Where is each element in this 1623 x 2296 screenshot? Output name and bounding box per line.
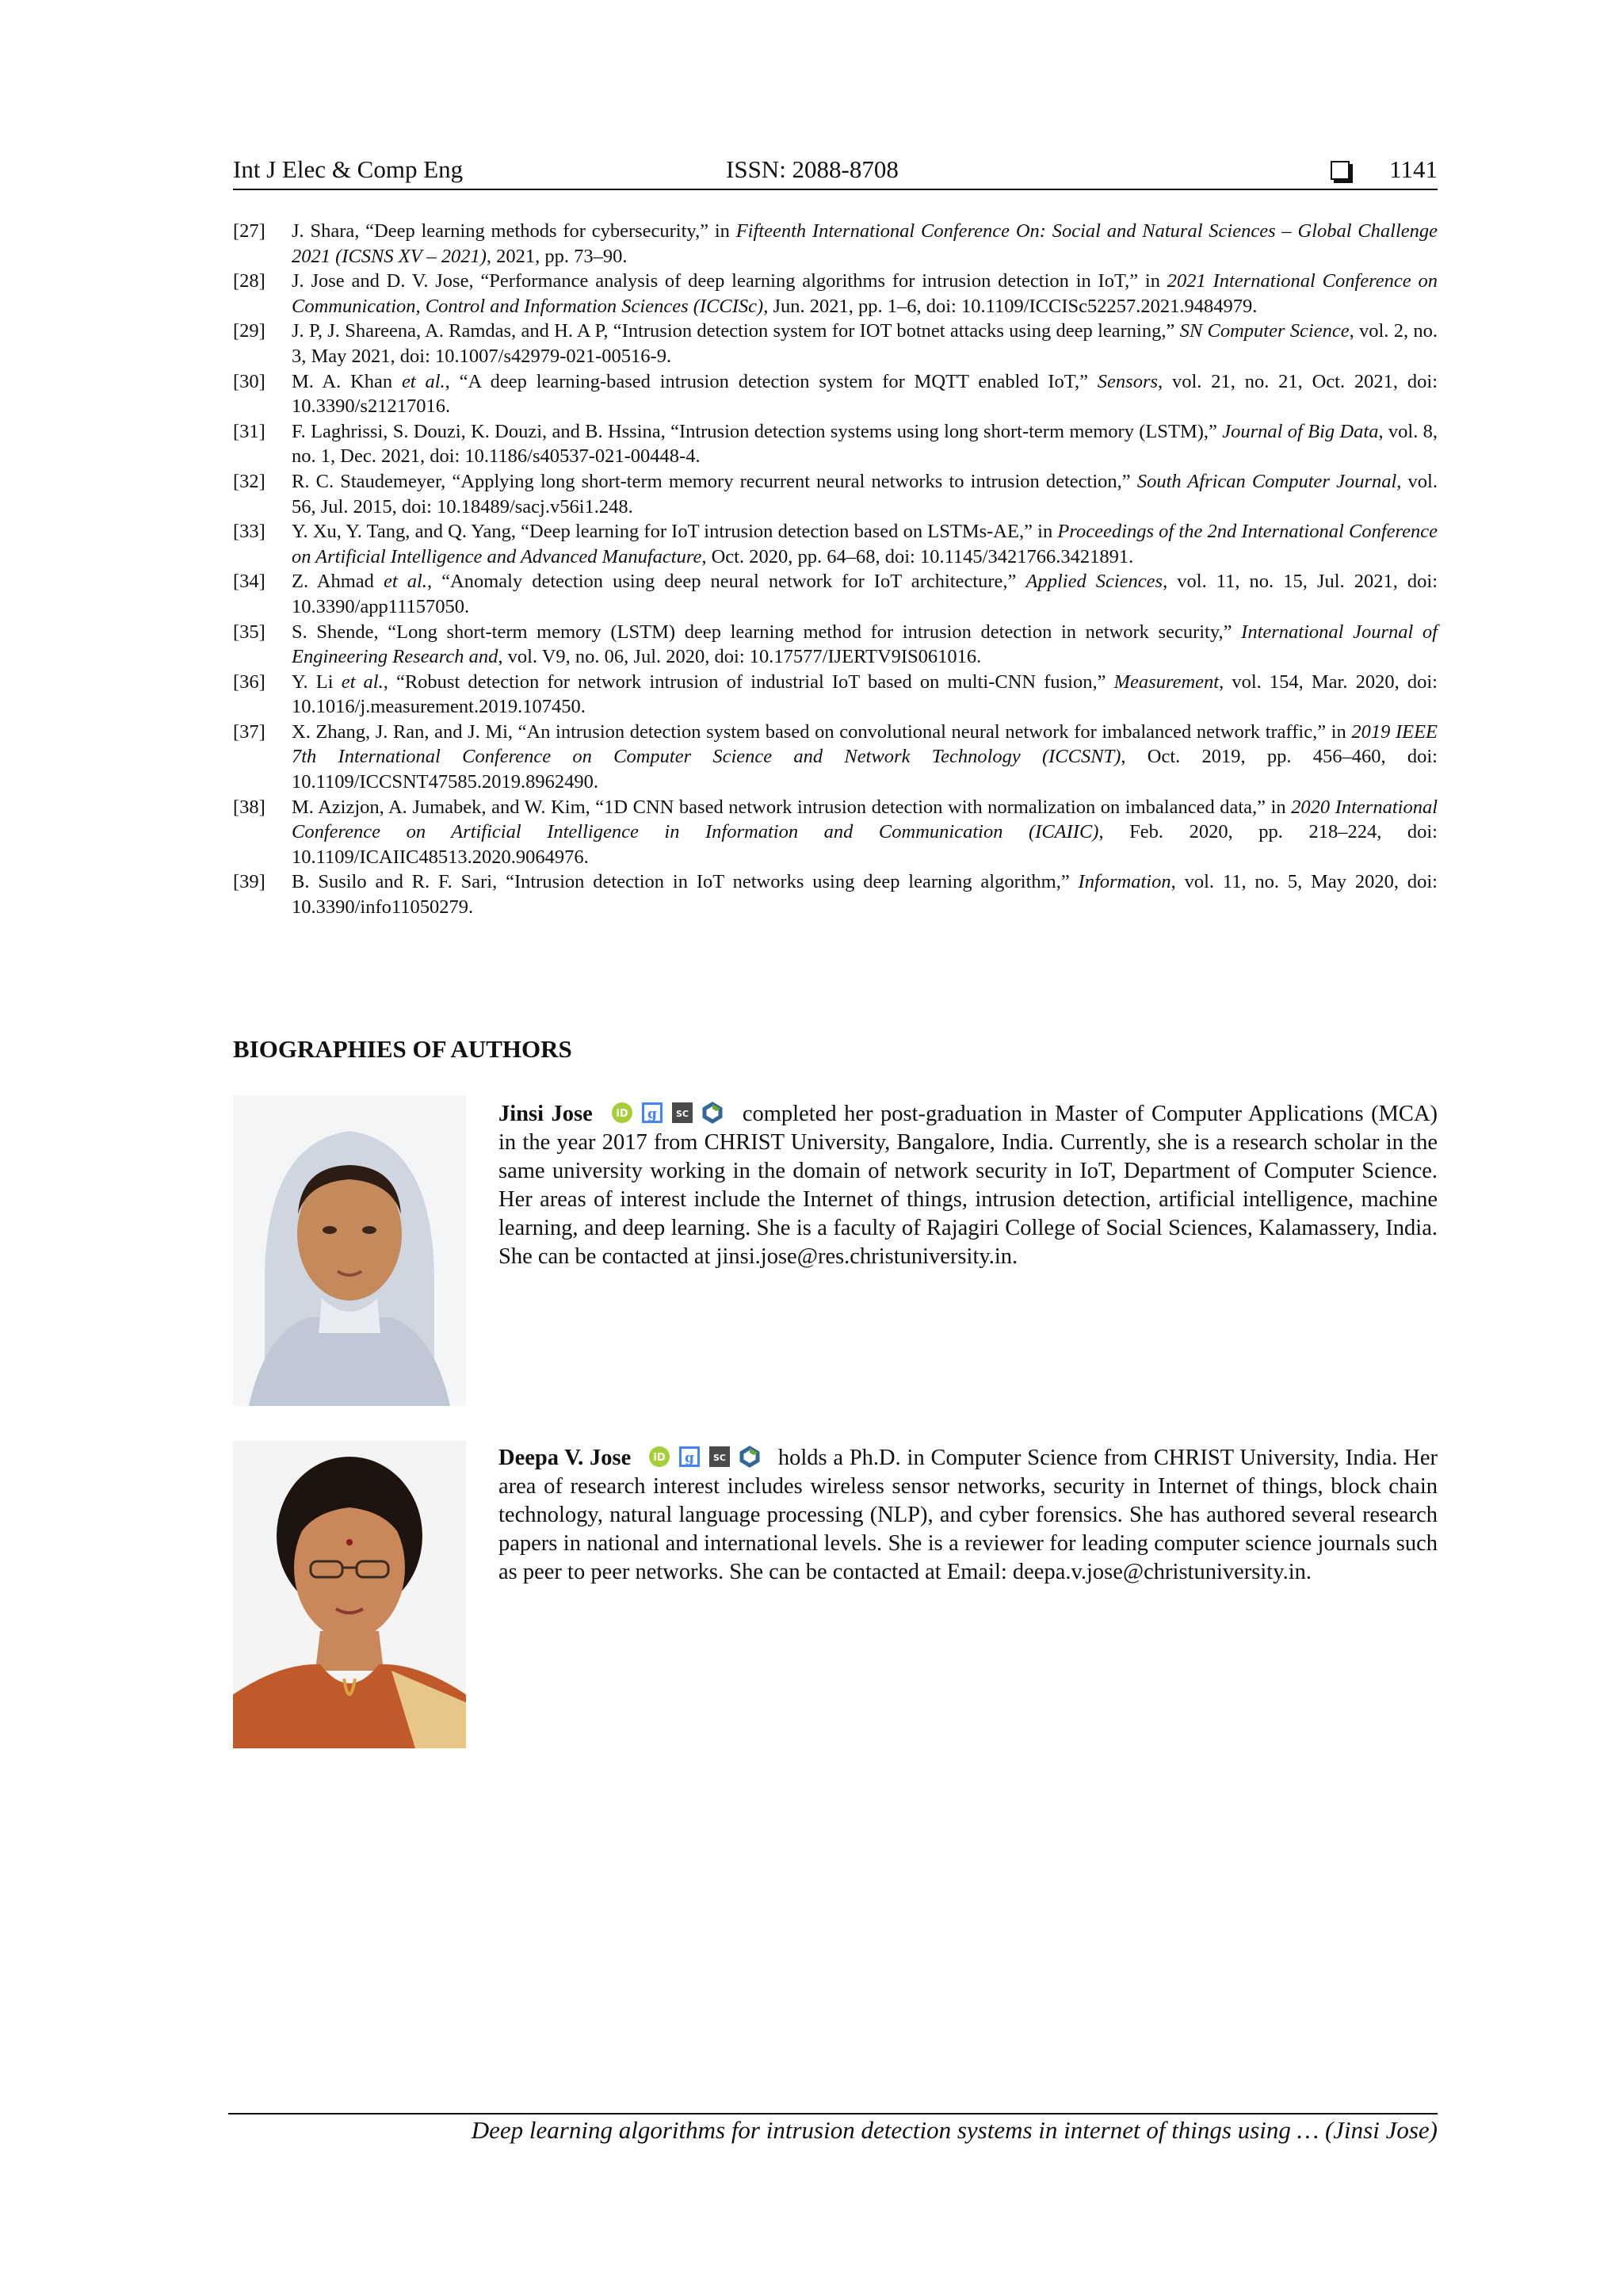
profile-badges: [611, 1102, 724, 1124]
reference-number: [27]: [233, 220, 265, 242]
page-number: 1141: [1389, 155, 1438, 183]
reference-item: [233, 670, 1438, 720]
reference-segment: X. Zhang, J. Ran, and J. Mi, “An intrusion detection system based on convolutional neural network for imbalanced network traffic,” in: [292, 720, 1352, 743]
reference-italic-segment: Applied Sciences: [1025, 571, 1163, 593]
reference-text: [292, 469, 1438, 519]
reference-item: [233, 319, 1438, 369]
reference-segment: Z. Ahmad: [292, 571, 384, 593]
reference-segment: , vol. V9, no. 06, Jul. 2020, doi: 10.17577/IJERTV9IS061016.: [498, 646, 982, 668]
google-scholar-icon[interactable]: [641, 1102, 663, 1124]
footer-rule: [228, 2113, 1438, 2115]
running-footer-title: Deep learning algorithms for intrusion detection systems in internet of things using … (Jinsi Jose): [471, 2116, 1438, 2144]
reference-text: [292, 869, 1438, 919]
reference-text: [292, 369, 1438, 419]
journal-name: Int J Elec & Comp Eng: [233, 155, 464, 183]
reference-segment: S. Shende, “Long short-term memory (LSTM) deep learning method for intrusion detection in network security,”: [292, 621, 1242, 643]
reference-italic-segment: International Journal of Engineering Research and: [292, 621, 1438, 668]
reference-segment: J. P, J. Shareena, A. Ramdas, and H. A P, “Intrusion detection system for IOT botnet attacks using deep learning,”: [292, 320, 1180, 342]
reference-item: [233, 720, 1438, 795]
reference-italic-segment: Sensors: [1097, 370, 1159, 392]
reference-text: [292, 219, 1438, 269]
reference-italic-segment: 2021 International Conference on Communication, Control and Information Sciences (ICCISc): [292, 270, 1438, 317]
google-scholar-icon[interactable]: [678, 1446, 701, 1468]
reference-segment: B. Susilo and R. F. Sari, “Intrusion detection in IoT networks using deep learning algorithm,”: [292, 871, 1079, 893]
reference-italic-segment: South African Computer Journal: [1136, 470, 1397, 492]
svg-text:SC: SC: [676, 1109, 689, 1119]
reference-segment: , 2021, pp. 73–90.: [486, 245, 628, 267]
reference-number: [31]: [233, 420, 265, 442]
reference-number: [33]: [233, 521, 265, 543]
reference-number: [36]: [233, 670, 265, 693]
reference-text: [292, 569, 1438, 619]
running-header: [233, 155, 1438, 192]
reference-segment: , vol. 2, no. 3, May 2021, doi: 10.1007/s42979-021-00516-9.: [292, 320, 1438, 367]
reference-italic-segment: Proceedings of the 2nd International Conference on Artificial Intelligence and Advanced Manufacture: [292, 521, 1438, 567]
author-bio-text: completed her post-graduation in Master of Computer Applications (MCA) in the year 2017 from CHRIST University, Bangalore, India. Currently, she is a research scholar in the same university working in the domain of network security in IoT, Department of Computer Science. Her areas of interest include the Internet of things, intrusion detection, artificial intelligence, machine learning, and deep learning. She is a faculty of Rajagiri College of Social Sciences, Kalamassery, India. She can be contacted at jinsi.jose@res.christuniversity.in.: [498, 1102, 1438, 1269]
reference-segment: , “A deep learning-based intrusion detection system for MQTT enabled IoT,”: [445, 370, 1098, 392]
reference-segment: Y. Li: [292, 670, 342, 693]
issn: ISSN: 2088-8708: [726, 155, 899, 183]
reference-italic-segment: Information: [1078, 871, 1171, 893]
reference-number: [34]: [233, 571, 265, 593]
reference-item: [233, 795, 1438, 870]
reference-italic-segment: Journal of Big Data: [1222, 420, 1379, 442]
reference-list: [233, 219, 1438, 920]
reference-text: [292, 720, 1438, 795]
author-photo-deepa-v-jose: [233, 1441, 466, 1748]
reference-segment: , vol. 56, Jul. 2015, doi: 10.18489/sacj.v56i1.248.: [292, 470, 1438, 518]
reference-item: [233, 419, 1438, 469]
author-name: Deepa V. Jose: [498, 1446, 632, 1470]
reference-segment: Y. Xu, Y. Tang, and Q. Yang, “Deep learning for IoT intrusion detection based on LSTMs-AE,” in: [292, 521, 1058, 543]
reference-segment: , Feb. 2020, pp. 218–224, doi: 10.1109/ICAIIC48513.2020.9064976.: [292, 821, 1438, 868]
header-rule: [233, 189, 1438, 190]
page-number-block: [1331, 155, 1438, 184]
author-bio-jinsi-jose: [498, 1100, 1438, 1271]
reference-italic-segment: 2020 International Conference on Artificial Intelligence in Information and Communication (ICAIIC): [292, 796, 1438, 843]
reference-text: [292, 620, 1438, 670]
orcid-icon[interactable]: [611, 1102, 633, 1124]
reference-segment: , vol. 21, no. 21, Oct. 2021, doi: 10.3390/s21217016.: [292, 370, 1438, 418]
reference-segment: , “Robust detection for network intrusion of industrial IoT based on multi-CNN fusion,”: [383, 670, 1114, 693]
reference-segment: , vol. 11, no. 5, May 2020, doi: 10.3390/info11050279.: [292, 871, 1438, 919]
reference-number: [37]: [233, 720, 265, 743]
reference-text: [292, 319, 1438, 369]
reference-segment: , Oct. 2020, pp. 64–68, doi: 10.1145/3421766.3421891.: [701, 545, 1134, 567]
box-square-icon: [1331, 161, 1350, 180]
publons-icon[interactable]: [739, 1446, 761, 1468]
reference-text: [292, 670, 1438, 720]
reference-item: [233, 269, 1438, 319]
reference-segment: , Oct. 2019, pp. 456–460, doi: 10.1109/ICCSNT47585.2019.8962490.: [292, 746, 1438, 793]
reference-item: [233, 869, 1438, 919]
reference-text: [292, 795, 1438, 870]
reference-segment: , vol. 8, no. 1, Dec. 2021, doi: 10.1186/s40537-021-00448-4.: [292, 420, 1438, 468]
reference-segment: , “Anomaly detection using deep neural network for IoT architecture,”: [426, 571, 1026, 593]
reference-text: [292, 419, 1438, 469]
author-photo-jinsi-jose: [233, 1095, 466, 1406]
reference-number: [35]: [233, 621, 265, 643]
reference-segment: M. Azizjon, A. Jumabek, and W. Kim, “1D CNN based network intrusion detection with normalization on imbalanced data,” in: [292, 796, 1292, 818]
reference-item: [233, 369, 1438, 419]
svg-text:g: g: [685, 1450, 695, 1466]
reference-segment: J. Shara, “Deep learning methods for cybersecurity,” in: [292, 220, 736, 242]
author-bio-deepa-v-jose: [498, 1444, 1438, 1587]
reference-item: [233, 469, 1438, 519]
reference-number: [39]: [233, 871, 265, 893]
publons-icon[interactable]: [701, 1102, 724, 1124]
scopus-icon[interactable]: [708, 1446, 731, 1468]
reference-italic-segment: Measurement: [1113, 670, 1220, 693]
reference-segment: F. Laghrissi, S. Douzi, K. Douzi, and B. Hssina, “Intrusion detection systems using long short-term memory (LSTM),”: [292, 420, 1223, 442]
reference-number: [28]: [233, 270, 265, 292]
reference-italic-segment: 2019 IEEE 7th International Conference on Computer Science and Network Technology (ICCSNT): [292, 720, 1438, 768]
reference-italic-segment: et al.: [401, 370, 445, 392]
scopus-icon[interactable]: [671, 1102, 693, 1124]
reference-segment: J. Jose and D. V. Jose, “Performance analysis of deep learning algorithms for intrusion detection in IoT,” in: [292, 270, 1167, 292]
reference-segment: R. C. Staudemeyer, “Applying long short-term memory recurrent neural networks to intrusion detection,”: [292, 470, 1137, 492]
reference-text: [292, 269, 1438, 319]
reference-segment: , Jun. 2021, pp. 1–6, doi: 10.1109/ICCISc52257.2021.9484979.: [763, 295, 1258, 317]
biographies-heading: BIOGRAPHIES OF AUTHORS: [233, 1035, 572, 1063]
svg-text:iD: iD: [653, 1452, 666, 1464]
reference-italic-segment: SN Computer Science: [1179, 320, 1350, 342]
reference-segment: M. A. Khan: [292, 370, 402, 392]
reference-item: [233, 569, 1438, 619]
reference-number: [30]: [233, 370, 265, 392]
svg-text:SC: SC: [713, 1453, 727, 1463]
orcid-icon[interactable]: [648, 1446, 670, 1468]
svg-text:g: g: [647, 1106, 658, 1122]
reference-italic-segment: et al.: [341, 670, 384, 693]
reference-item: [233, 620, 1438, 670]
author-bio-text: holds a Ph.D. in Computer Science from CHRIST University, India. Her area of research interest includes wireless sensor networks, security in Internet of things, block chain technology, natural language processing (NLP), and cyber forensics. She has authored several research papers in national and international levels. She is a reviewer for leading computer science journals such as peer to peer networks. She can be contacted at Email: deepa.v.jose@christuniversity.in.: [498, 1446, 1438, 1584]
author-name: Jinsi Jose: [498, 1102, 593, 1126]
profile-badges: [648, 1446, 761, 1468]
reference-number: [38]: [233, 796, 265, 818]
reference-number: [32]: [233, 470, 265, 492]
reference-item: [233, 519, 1438, 569]
reference-segment: , vol. 154, Mar. 2020, doi: 10.1016/j.measurement.2019.107450.: [292, 670, 1438, 718]
reference-item: [233, 219, 1438, 269]
reference-italic-segment: Fifteenth International Conference On: Social and Natural Sciences – Global Challenge 2021 (ICSNS XV – 2021): [292, 220, 1438, 267]
reference-text: [292, 519, 1438, 569]
reference-segment: , vol. 11, no. 15, Jul. 2021, doi: 10.3390/app11157050.: [292, 571, 1438, 617]
svg-text:iD: iD: [616, 1108, 628, 1120]
reference-number: [29]: [233, 320, 265, 342]
reference-italic-segment: et al.: [384, 571, 427, 593]
